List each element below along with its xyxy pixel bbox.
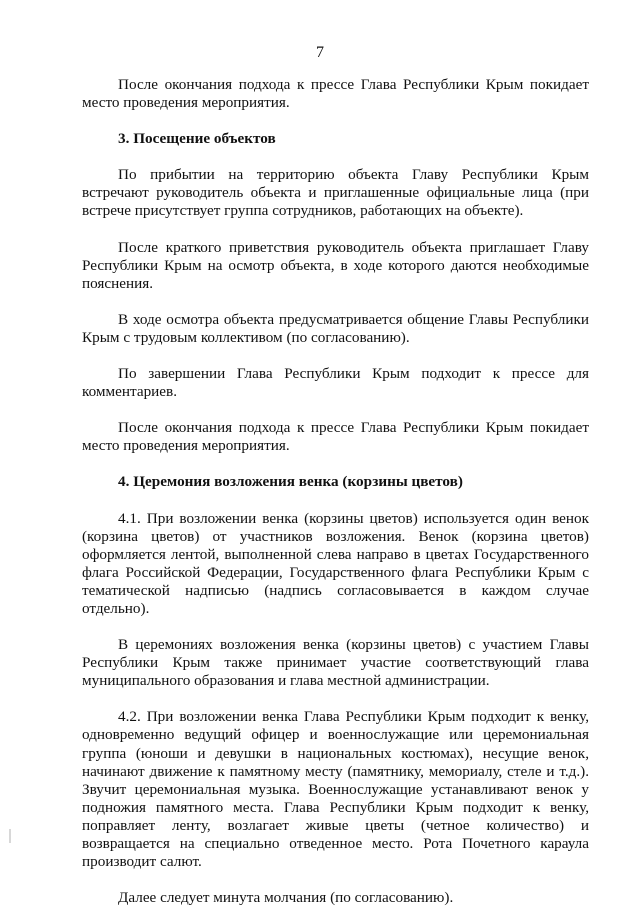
paragraph-press-departure-2: После окончания подхода к прессе Глава Республики Крым покидает место проведения мероприятия. (82, 419, 589, 455)
paragraph-wreath-4-2: 4.2. При возложении венка Глава Республики Крым подходит к венку, одновременно ведущий офицер и военнослужащие или церемониальная группа (юноши и девушки в национальных костюмах), несущие венок, начинают движение к памятному месту (памятнику, мемориалу, стеле и т.д.). Звучит церемониальная музыка. Военнослужащие устанавливают венок у подножия памятного места. Глава Республики Крым подходит к венку, поправляет ленту, возлагает живые цветы (четное количество) и возвращается на специально отведенное место. Рота Почетного караула производит салют. (82, 708, 589, 871)
page-number: 7 (316, 44, 324, 61)
paragraph-arrival: По прибытии на территорию объекта Главу Республики Крым встречают руководитель объекта и приглашенные официальные лица (при встрече присутствует группа сотрудников, работающих на объекте). (82, 166, 589, 220)
paragraph-press-departure-1: После окончания подхода к прессе Глава Республики Крым покидает место проведения мероприятия. (82, 76, 589, 112)
section-heading-3: 3. Посещение объектов (118, 130, 276, 148)
paragraph-ceremony-participants: В церемониях возложения венка (корзины цветов) с участием Главы Республики Крым также принимает участие соответствующий глава муниципального образования и глава местной администрации. (82, 636, 589, 690)
paragraph-press-comments: По завершении Глава Республики Крым подходит к прессе для комментариев. (82, 365, 589, 401)
section-heading-4: 4. Церемония возложения венка (корзины цветов) (118, 473, 463, 491)
paragraph-wreath-4-1: 4.1. При возложении венка (корзины цветов) используется один венок (корзина цветов) от участников возложения. Венок (корзина цветов) оформляется лентой, выполненной слева направо в цветах Государственного флага Российской Федерации, Государственного флага Республики Крым с тематической надписью (надпись согласовывается в каждом случае отдельно). (82, 509, 589, 617)
paragraph-minute-of-silence: Далее следует минута молчания (по согласованию). (118, 889, 454, 907)
scan-margin-mark (9, 829, 11, 843)
paragraph-greeting: После краткого приветствия руководитель объекта приглашает Главу Республики Крым на осмотр объекта, в ходе которого даются необходимые пояснения. (82, 238, 589, 292)
paragraph-inspection: В ходе осмотра объекта предусматривается общение Главы Республики Крым с трудовым коллективом (по согласованию). (82, 310, 589, 346)
document-body (82, 76, 589, 907)
